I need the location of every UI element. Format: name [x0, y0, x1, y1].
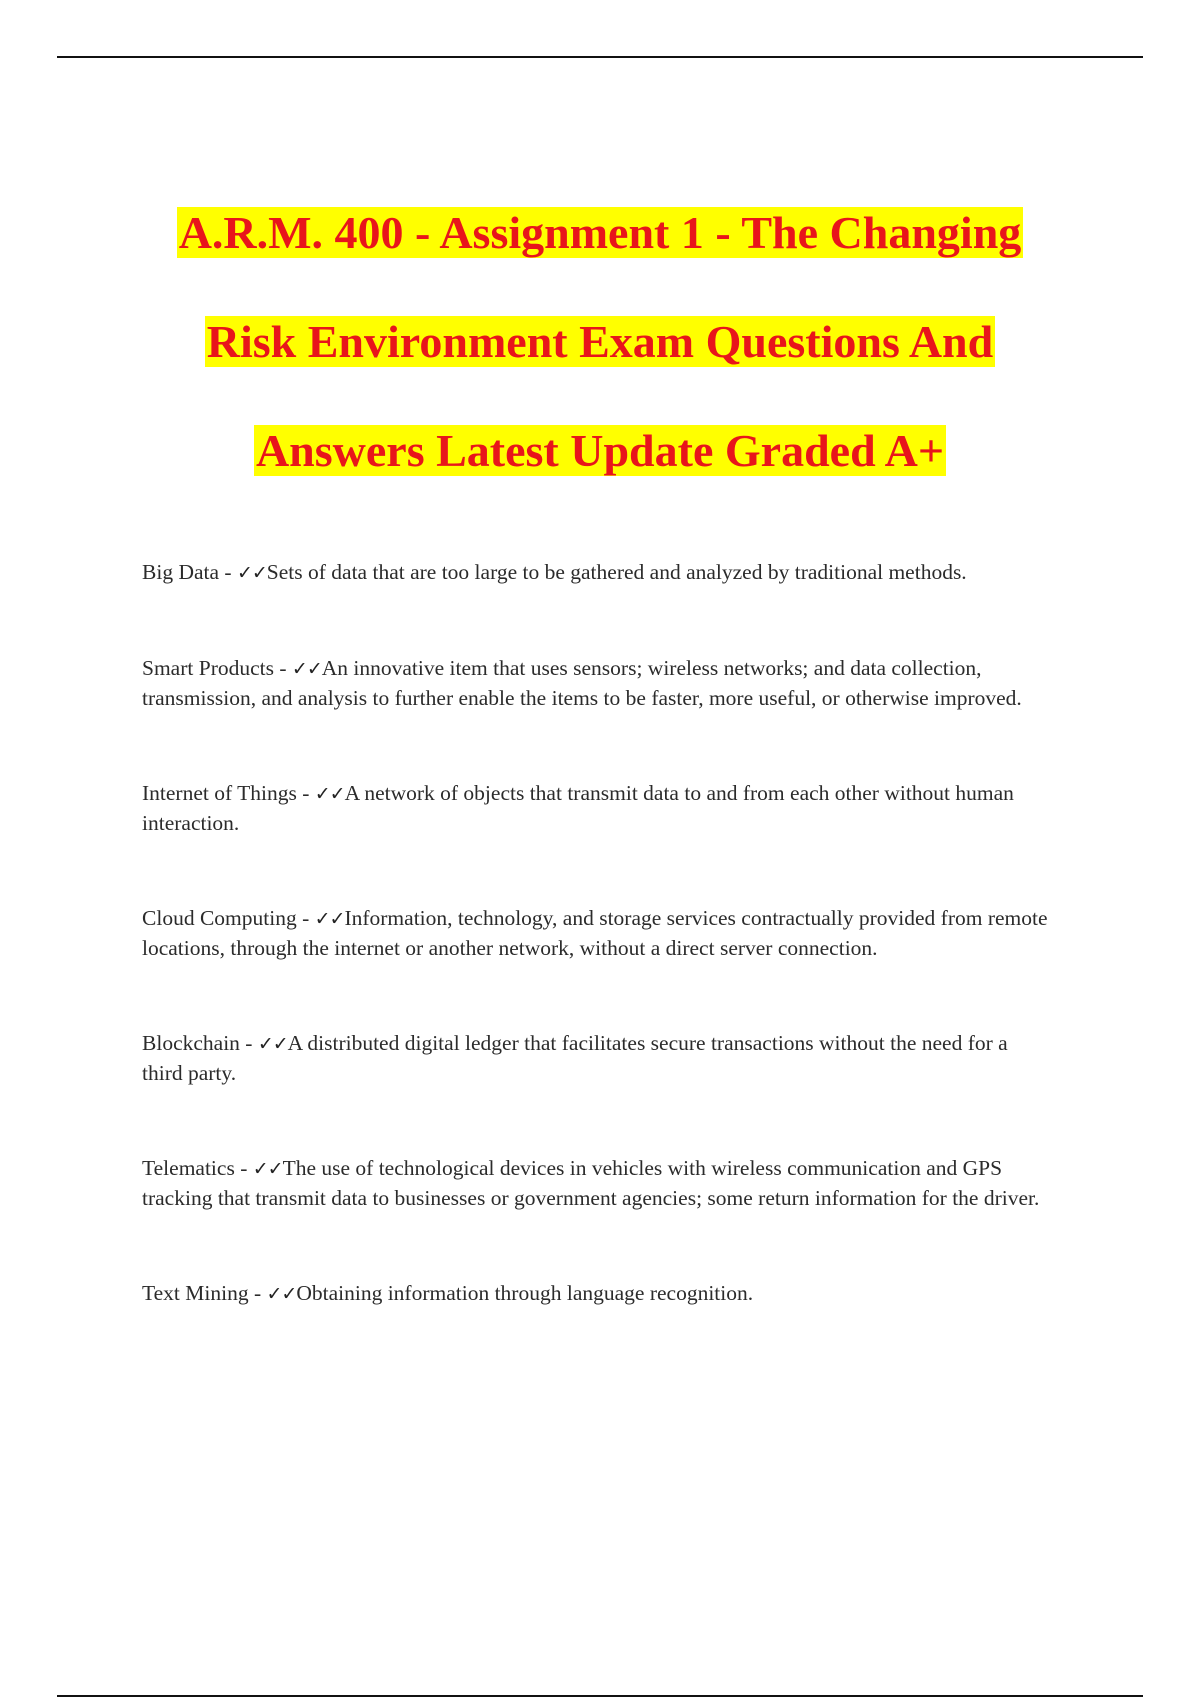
entry-term: Big Data - — [142, 560, 237, 584]
double-check-icon: ✓✓ — [257, 1033, 288, 1055]
entry-definition: A distributed digital ledger that facilitates secure transactions without the need for a third party. — [142, 1031, 1008, 1085]
entry-definition: Obtaining information through language recognition. — [296, 1281, 754, 1305]
double-check-icon: ✓✓ — [236, 562, 267, 584]
double-check-icon: ✓✓ — [266, 1283, 297, 1305]
document-title — [0, 205, 1200, 532]
entry-term: Telematics - — [142, 1156, 253, 1180]
double-check-icon: ✓✓ — [314, 783, 345, 805]
entry-term: Text Mining - — [142, 1281, 267, 1305]
entry-term: Smart Products - — [142, 656, 292, 680]
glossary-entry-internet-of-things — [142, 779, 1052, 838]
entry-term: Cloud Computing - — [142, 906, 315, 930]
top-rule — [57, 56, 1143, 58]
entry-definition: The use of technological devices in vehicles with wireless communication and GPS tracking that transmit data to businesses or government agencies; some return information for the driver. — [142, 1156, 1040, 1210]
glossary-entry-smart-products — [142, 654, 1052, 713]
glossary-entries — [142, 558, 1052, 1309]
double-check-icon: ✓✓ — [314, 908, 345, 930]
glossary-entry-telematics — [142, 1154, 1052, 1213]
glossary-entry-big-data — [142, 558, 1052, 588]
glossary-entry-blockchain — [142, 1029, 1052, 1088]
entry-term: Internet of Things - — [142, 781, 315, 805]
entry-definition: An innovative item that uses sensors; wireless networks; and data collection, transmission, and analysis to further enable the items to be faster, more useful, or otherwise improved. — [142, 656, 1022, 710]
double-check-icon: ✓✓ — [291, 658, 322, 680]
entry-term: Blockchain - — [142, 1031, 258, 1055]
double-check-icon: ✓✓ — [252, 1158, 283, 1180]
glossary-entry-cloud-computing — [142, 904, 1052, 963]
title-line-3: Answers Latest Update Graded A+ — [255, 425, 945, 476]
entry-definition: Sets of data that are too large to be gathered and analyzed by traditional methods. — [266, 560, 967, 584]
glossary-entry-text-mining — [142, 1279, 1052, 1309]
entry-definition: Information, technology, and storage services contractually provided from remote locations, through the internet or another network, without a direct server connection. — [142, 906, 1048, 960]
entry-definition: A network of objects that transmit data to and from each other without human interaction. — [142, 781, 1014, 835]
bottom-rule — [57, 1695, 1143, 1697]
title-line-1: A.R.M. 400 - Assignment 1 - The Changing — [178, 207, 1022, 258]
title-line-2: Risk Environment Exam Questions And — [206, 316, 994, 367]
